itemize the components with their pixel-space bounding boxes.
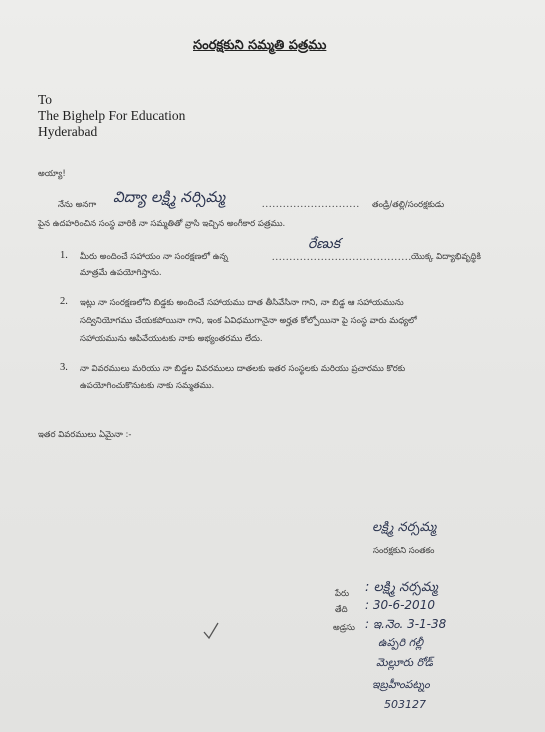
- item-2-text-c: సహాయమును ఆపివేయుటకు నాకు అభ్యంతరము లేదు.: [80, 334, 263, 344]
- name-dotted-line: ............................: [262, 199, 360, 210]
- address-label: అడ్రసు: [333, 623, 355, 633]
- guardian-name-handwritten: విద్యా లక్ష్మి నర్సిమ్మ: [113, 188, 226, 206]
- item-3-text-a: నా వివరములు మరియు నా బిడ్డల వివరములు దాతలకు ఇతర సంస్థలకు మరియు ప్రచారము కొరకు: [80, 364, 406, 374]
- item-2-text-b: సద్వినియోగము చేయకపోయినా గాని, ఇంక ఏవిధముగానైనా అర్హత కోల్పోయినా పై సంస్థ వారు మధ్యలో: [80, 316, 417, 326]
- item-1-text-a: మీరు అందించే సహాయం నా సంరక్షణలో ఉన్న: [80, 252, 228, 262]
- relation-options: తండ్రి/తల్లి/సంరక్షకుడు: [372, 200, 445, 210]
- address-organization: The Bighelp For Education: [38, 108, 186, 123]
- item-3-number: 3.: [60, 362, 68, 373]
- item-1-number: 1.: [60, 250, 68, 261]
- item-1-text-b: యొక్క విద్యాభివృద్ధికి: [411, 252, 481, 262]
- salutation: అయ్యా!: [38, 169, 66, 179]
- name-label: పేరు: [335, 589, 350, 599]
- child-name-handwritten: రేణుక: [308, 236, 341, 252]
- address-city: Hyderabad: [38, 124, 98, 139]
- address-pincode: 503127: [384, 698, 426, 711]
- address-line-3: మెల్లూరు రోడ్: [376, 656, 433, 669]
- address-line-2: ఉప్పరి గల్లీ: [378, 636, 424, 649]
- guardian-signature: లక్ష్మి నర్సమ్మ: [372, 520, 437, 535]
- other-details-label: ఇతర వివరములు ఏమైనా :-: [38, 430, 132, 440]
- item-2-number: 2.: [60, 296, 68, 307]
- address-to: To: [38, 92, 53, 107]
- letter-title: సంరక్షకుని సమ్మతి పత్రము: [193, 38, 327, 53]
- date-value-handwritten: : 30-6-2010: [365, 598, 435, 612]
- item-1-text-c: మాత్రమే ఉపయోగిస్తాను.: [80, 268, 162, 278]
- address-line-1: : ఇ.నెం. 3-1-38: [365, 617, 447, 631]
- check-mark-icon: [202, 620, 220, 640]
- signature-label: సంరక్షకుని సంతకం: [373, 546, 435, 556]
- address-line-4: ఇబ్రహీంపట్నం: [372, 678, 430, 691]
- date-label: తేది: [335, 605, 348, 615]
- intro-line-two: పైన ఉదహరించిన సంస్థ వారికి నా సమ్మతితో వ్రాసి ఇచ్చిన అంగీకార పత్రము.: [38, 219, 286, 229]
- item-3-text-b: ఉపయోగించుకొనుటకు నాకు సమ్మతము.: [80, 381, 215, 391]
- name-value-handwritten: : లక్ష్మి నర్సమ్మ: [365, 580, 438, 595]
- item-1-dotted-line: ........................................: [272, 252, 412, 263]
- intro-prefix: నేను అనగా: [58, 200, 97, 210]
- item-2-text-a: ఇట్లు నా సంరక్షణలోని బిడ్డకు అందించే సహాయము దాత తీసివేసినా గాని, నా బిడ్డ ఆ సహాయమును: [80, 298, 404, 308]
